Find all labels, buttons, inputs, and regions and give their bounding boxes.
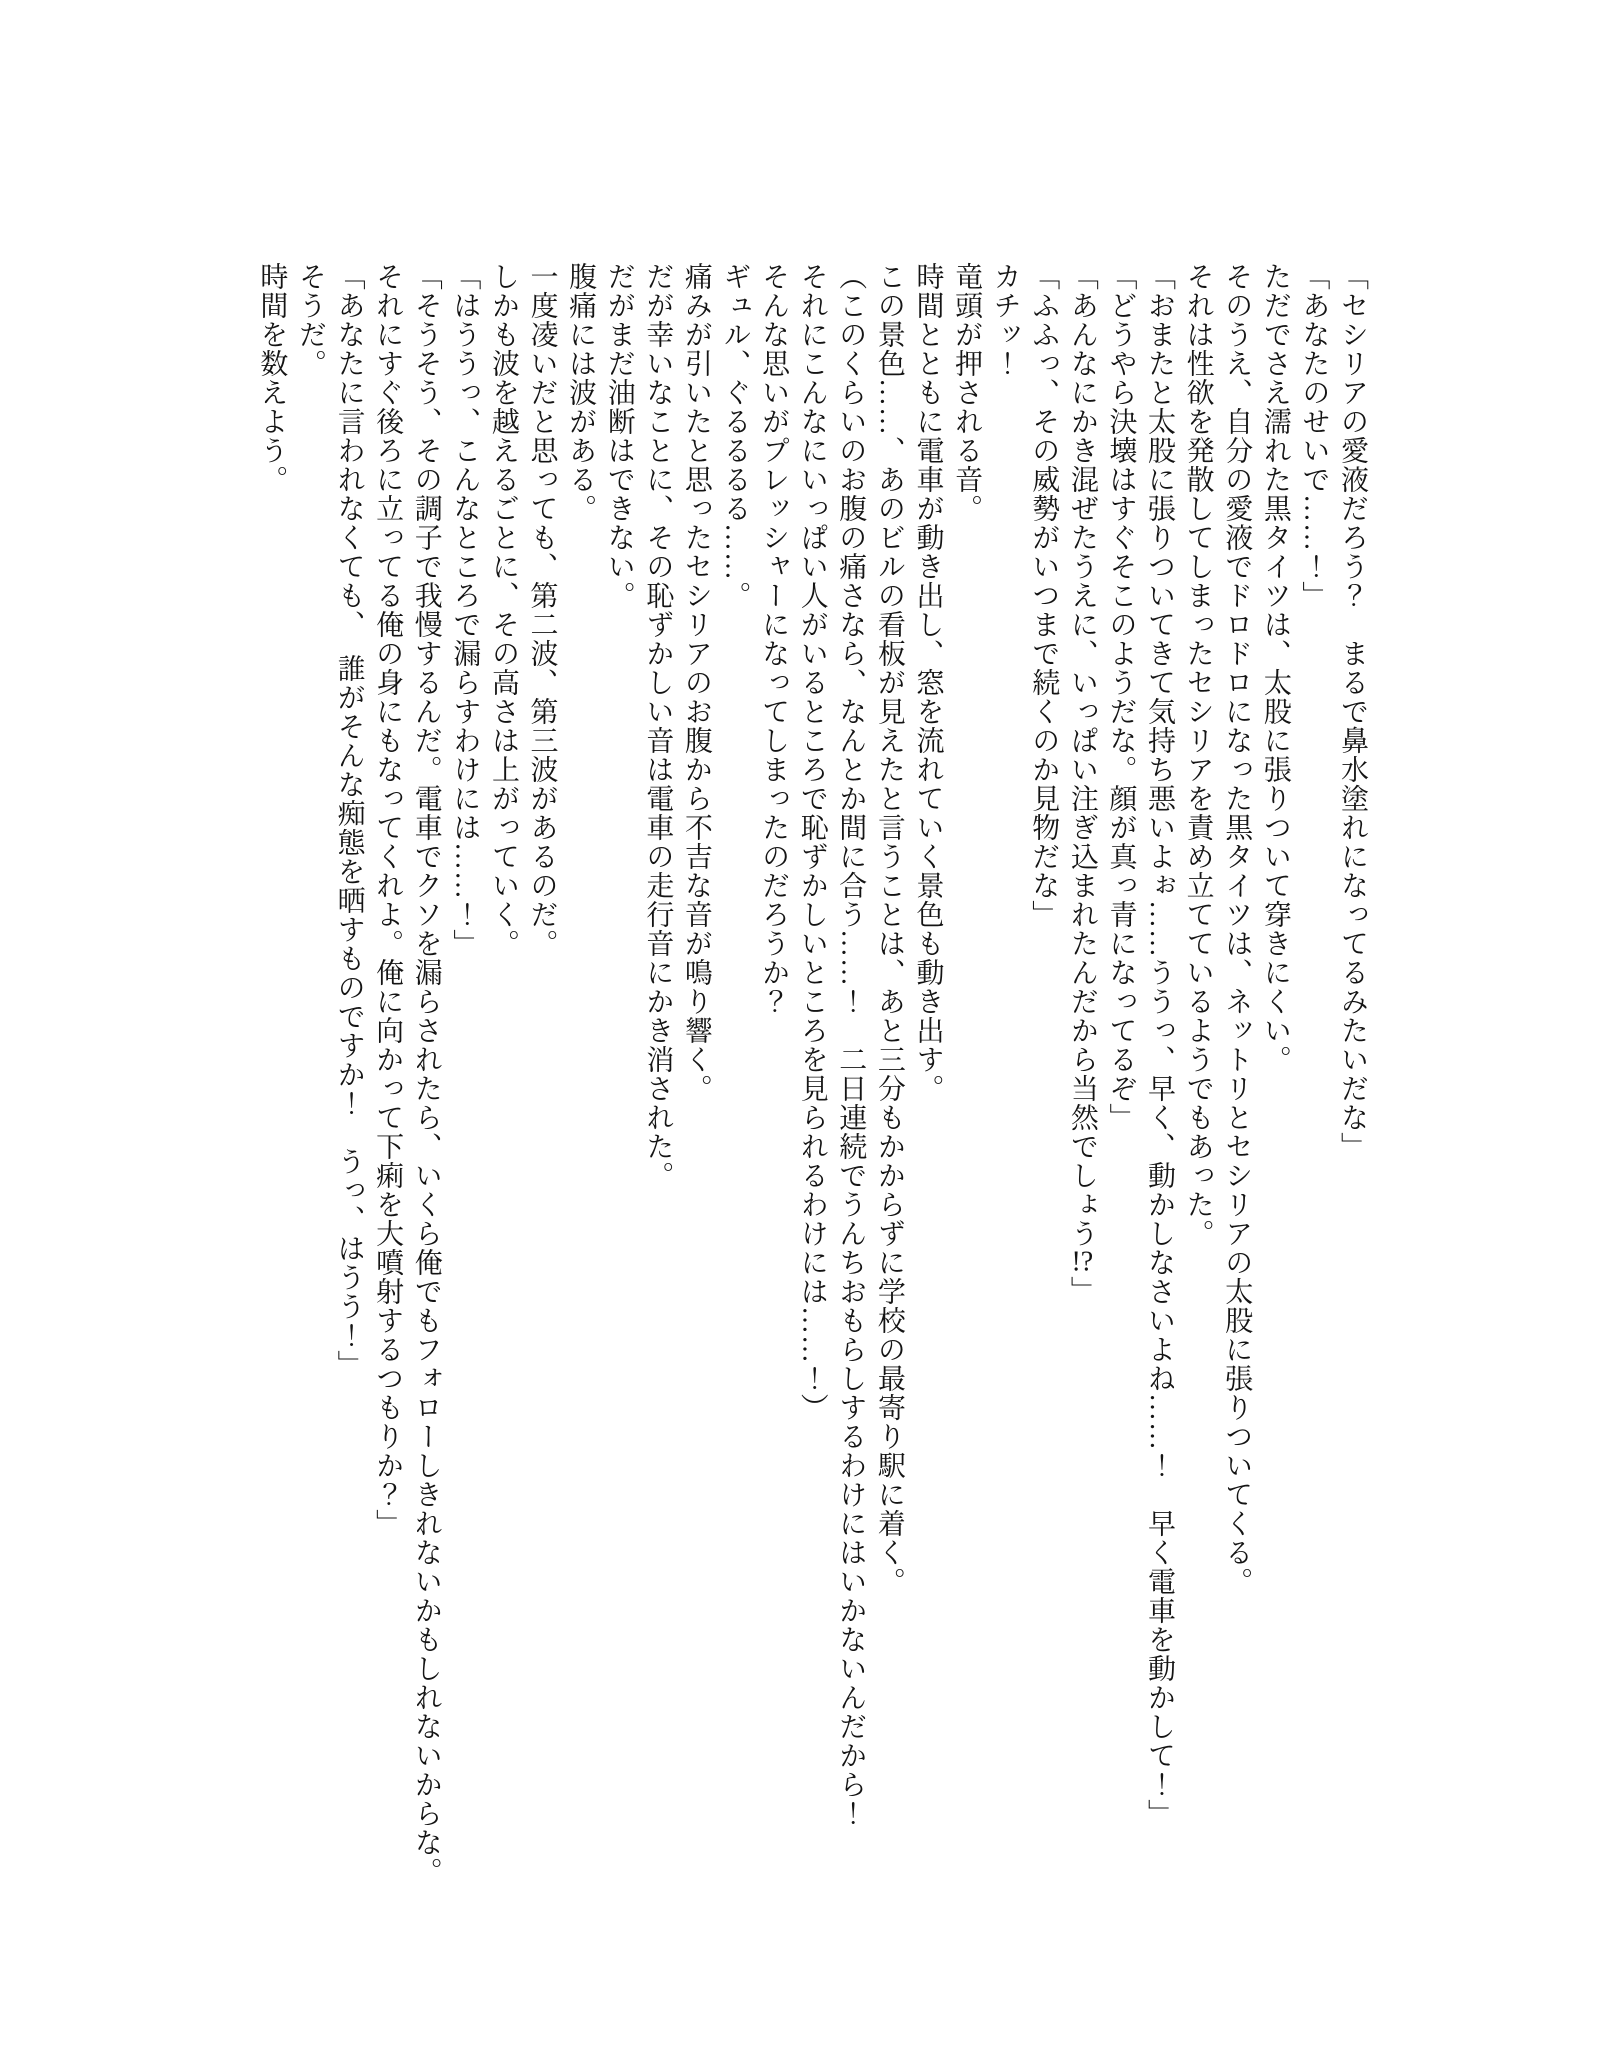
paragraph: 「あなたに言われなくても、 誰がそんな痴態を晒すものですか！ うっ、はうう！」 <box>333 262 365 1379</box>
paragraph: （このくらいのお腹の痛さなら、なんとか間に合う……！ 二日連続でうんちおもらしするわけにはいかないんだから！ <box>835 262 867 1828</box>
paragraph: 「あんなにかき混ぜたうえに、いっぱい注ぎ込まれたんだから当然でしょう!?」 <box>1066 262 1098 1305</box>
paragraph: 「ふふっ、その威勢がいつまで続くのか見物だな」 <box>1028 262 1060 929</box>
paragraph: だがまだ油断はできない。 <box>603 262 635 610</box>
paragraph: それにこんなにいっぱい人がいるところで恥ずかしいところを見られるわけには……！） <box>796 262 828 1422</box>
paragraph: しかも波を越えるごとに、その高さは上がっていく。 <box>487 262 519 958</box>
paragraph: 一度凌いだと思っても、第二波、第三波があるのだ。 <box>526 262 558 958</box>
paragraph: それは性欲を発散してしまったセシリアを責め立てているようでもあった。 <box>1182 262 1214 1248</box>
paragraph: 痛みが引いたと思ったセシリアのお腹から不吉な音が鳴り響く。 <box>680 262 712 1103</box>
paragraph: 腹痛には波がある。 <box>565 262 597 523</box>
paragraph: そのうえ、自分の愛液でドロドロになった黒タイツは、ネットリとセシリアの太股に張りついてくる。 <box>1221 262 1253 1596</box>
paragraph: 「そうそう、その調子で我慢するんだ。電車でクソを漏らされたら、いくら俺でもフォローしきれないかもしれないからな。 <box>410 262 442 1886</box>
tatechuyoko-exclamation-question: !? <box>1071 1248 1094 1276</box>
paragraph: 「はううっ、こんなところで漏らすわけには……！」 <box>449 262 481 958</box>
paragraph: だが幸いなことに、その恥ずかしい音は電車の走行音にかき消された。 <box>642 262 674 1190</box>
paragraph: 「セシリアの愛液だろう？ まるで鼻水塗れになってるみたいだな」 <box>1337 262 1368 1161</box>
paragraph: この景色……、あのビルの看板が見えたと言うことは、あと三分もかからずに学校の最寄り駅に着く。 <box>873 262 905 1596</box>
paragraph: ギュル、ぐるるるる……。 <box>719 262 751 610</box>
paragraph: 「どうやら決壊はすぐそこのようだな。顔が真っ青になってるぞ」 <box>1105 262 1137 1132</box>
paragraph: カチッ！ <box>989 262 1021 378</box>
paragraph: 竜頭が押される音。 <box>951 262 983 523</box>
paragraph: 時間を数えよう。 <box>256 262 288 494</box>
vertical-text-block <box>239 262 1371 1904</box>
paragraph: ただでさえ濡れた黒タイツは、太股に張りついて穿きにくい。 <box>1259 262 1291 1074</box>
paragraph: そんな思いがプレッシャーになってしまったのだろうか？ <box>758 262 790 1016</box>
paragraph: そうだ。 <box>294 262 326 378</box>
paragraph: 「あなたのせいで……！」 <box>1298 262 1330 610</box>
paragraph: 時間とともに電車が動き出し、窓を流れていく景色も動き出す。 <box>912 262 944 1103</box>
paragraph: それにすぐ後ろに立ってる俺の身にもなってくれよ。俺に向かって下痢を大噴射するつもりか？」 <box>372 262 404 1538</box>
paragraph: 「おまたと太股に張りついてきて気持ち悪いよぉ……ううっ、早く、動かしなさいよね……！ 早く電車を動かして！」 <box>1144 262 1176 1828</box>
